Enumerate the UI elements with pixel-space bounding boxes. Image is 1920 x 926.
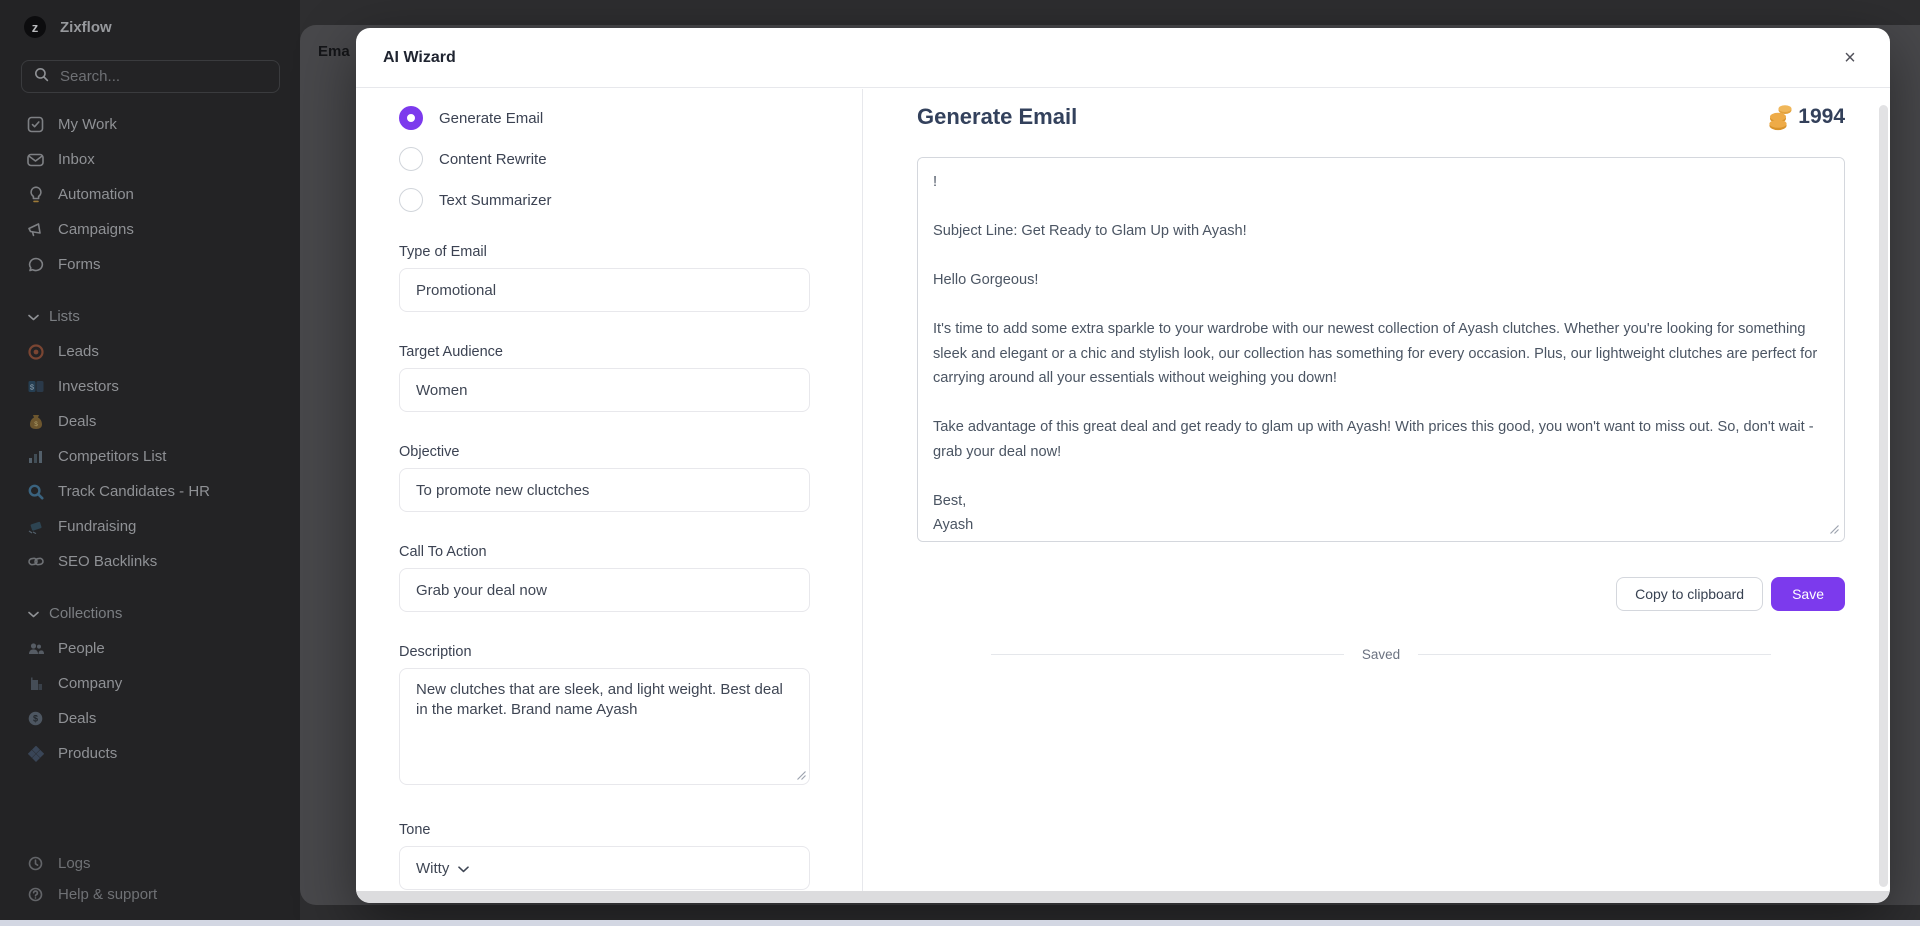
radio-label: Text Summarizer bbox=[439, 191, 552, 209]
sidebar-section-collections[interactable] bbox=[0, 596, 300, 631]
sidebar-item-label: Deals bbox=[58, 710, 97, 727]
sidebar-item-label: Automation bbox=[58, 186, 134, 203]
sidebar-item-label: Help & support bbox=[58, 886, 158, 903]
field-type-of-email bbox=[399, 244, 809, 312]
modal-title: AI Wizard bbox=[383, 48, 456, 66]
sidebar-item-leads[interactable] bbox=[0, 334, 300, 369]
chevron-down-icon bbox=[458, 860, 469, 877]
divider-line bbox=[991, 654, 1344, 655]
banknote-icon bbox=[26, 380, 45, 393]
radio-selected-icon[interactable] bbox=[399, 106, 423, 130]
people-icon bbox=[26, 642, 45, 655]
field-label: Objective bbox=[399, 444, 460, 460]
wizard-output-panel bbox=[863, 89, 1890, 891]
sidebar-item-logs[interactable] bbox=[0, 848, 300, 879]
bar-chart-icon bbox=[26, 449, 45, 464]
objective-input[interactable] bbox=[399, 468, 810, 512]
sidebar-item-label: Forms bbox=[58, 256, 101, 273]
svg-text:$: $ bbox=[32, 713, 39, 724]
sidebar-item-label: Fundraising bbox=[58, 518, 137, 535]
brand[interactable] bbox=[0, 0, 300, 52]
sidebar-item-label: Track Candidates - HR bbox=[58, 483, 210, 500]
output-header bbox=[917, 101, 1845, 133]
megaphone-icon bbox=[26, 222, 45, 237]
saved-status: Saved bbox=[1361, 647, 1401, 662]
field-tone bbox=[399, 822, 809, 890]
tone-select[interactable] bbox=[399, 846, 810, 890]
modal-body bbox=[356, 89, 1890, 891]
history-clock-icon bbox=[26, 856, 45, 871]
close-icon[interactable]: × bbox=[1838, 46, 1862, 70]
sidebar-item-products[interactable] bbox=[0, 736, 300, 771]
field-label: Tone bbox=[399, 822, 431, 838]
building-icon bbox=[26, 676, 45, 691]
sidebar-item-investors[interactable] bbox=[0, 369, 300, 404]
modal-vertical-scrollbar[interactable] bbox=[1879, 105, 1888, 887]
sidebar-item-company[interactable] bbox=[0, 666, 300, 701]
diamonds-icon bbox=[26, 746, 45, 762]
credits-value: 1994 bbox=[1798, 105, 1845, 128]
sidebar-item-people[interactable] bbox=[0, 631, 300, 666]
radio-label: Generate Email bbox=[439, 109, 544, 127]
sidebar-item-label: Company bbox=[58, 675, 123, 692]
field-label: Description bbox=[399, 644, 472, 660]
sidebar-item-automation[interactable] bbox=[0, 177, 300, 212]
search-box[interactable] bbox=[21, 60, 280, 93]
type-of-email-input[interactable] bbox=[399, 268, 810, 312]
question-circle-icon bbox=[26, 887, 45, 902]
wizard-form-panel bbox=[356, 89, 863, 891]
field-label: Target Audience bbox=[399, 344, 503, 360]
window-bottom-edge bbox=[0, 920, 1920, 926]
tone-selected-value: Witty bbox=[416, 859, 450, 877]
call-to-action-input[interactable] bbox=[399, 568, 810, 612]
divider-line bbox=[1418, 654, 1771, 655]
search-input[interactable] bbox=[60, 68, 230, 85]
modal-header bbox=[356, 28, 1890, 88]
sidebar-item-label: Logs bbox=[58, 855, 91, 872]
radio-generate-email[interactable] bbox=[399, 106, 809, 130]
sidebar-item-label: Products bbox=[58, 745, 118, 762]
sidebar-item-label: Competitors List bbox=[58, 448, 167, 465]
field-label: Type of Email bbox=[399, 244, 487, 260]
section-label: Lists bbox=[49, 308, 80, 325]
sidebar bbox=[0, 0, 300, 926]
sidebar-item-forms[interactable] bbox=[0, 247, 300, 282]
sidebar-item-label: Inbox bbox=[58, 151, 95, 168]
field-call-to-action bbox=[399, 544, 809, 612]
saved-divider bbox=[991, 647, 1771, 662]
sidebar-item-label: Leads bbox=[58, 343, 99, 360]
flying-money-icon bbox=[26, 520, 45, 534]
background-page-title: Ema bbox=[318, 43, 350, 60]
sidebar-item-campaigns[interactable] bbox=[0, 212, 300, 247]
modal-horizontal-scrollbar[interactable] bbox=[356, 891, 1890, 903]
output-actions bbox=[917, 577, 1845, 611]
sidebar-item-fundraising[interactable] bbox=[0, 509, 300, 544]
sidebar-item-label: Investors bbox=[58, 378, 119, 395]
sidebar-item-label: Campaigns bbox=[58, 221, 134, 238]
copy-to-clipboard-button[interactable]: Copy to clipboard bbox=[1616, 577, 1763, 611]
brand-name: Zixflow bbox=[60, 18, 112, 36]
description-textarea[interactable] bbox=[399, 668, 810, 785]
sidebar-item-label: People bbox=[58, 640, 105, 657]
sidebar-section-lists[interactable] bbox=[0, 299, 300, 334]
ai-wizard-modal bbox=[356, 28, 1890, 903]
magnifier-icon bbox=[26, 484, 45, 500]
field-description bbox=[399, 644, 809, 790]
chevron-down-icon bbox=[28, 605, 39, 622]
sidebar-item-my-work[interactable] bbox=[0, 107, 300, 142]
radio-content-rewrite[interactable] bbox=[399, 147, 809, 171]
sidebar-item-deals-collection[interactable] bbox=[0, 701, 300, 736]
sidebar-footer bbox=[0, 848, 300, 910]
credits-counter bbox=[1768, 104, 1845, 131]
chevron-down-icon bbox=[28, 308, 39, 325]
sidebar-item-label: SEO Backlinks bbox=[58, 553, 158, 570]
field-target-audience bbox=[399, 344, 809, 412]
save-button[interactable]: Save bbox=[1771, 577, 1845, 611]
sidebar-item-inbox[interactable] bbox=[0, 142, 300, 177]
sidebar-item-label: My Work bbox=[58, 116, 117, 133]
field-label: Call To Action bbox=[399, 544, 487, 560]
zixflow-logo-icon: z bbox=[24, 16, 46, 38]
svg-text:$: $ bbox=[29, 382, 34, 392]
task-check-icon bbox=[26, 116, 45, 133]
radio-text-summarizer[interactable] bbox=[399, 188, 809, 212]
sidebar-item-label: Deals bbox=[58, 413, 97, 430]
sidebar-item-track-candidates-hr[interactable] bbox=[0, 474, 300, 509]
sidebar-item-help-support[interactable] bbox=[0, 879, 300, 910]
dollar-coin-icon bbox=[26, 711, 45, 726]
radio-unselected-icon[interactable] bbox=[399, 147, 423, 171]
envelope-icon bbox=[26, 153, 45, 167]
link-icon bbox=[26, 557, 45, 566]
section-label: Collections bbox=[49, 605, 123, 622]
radio-label: Content Rewrite bbox=[439, 150, 547, 168]
sidebar-item-seo-backlinks[interactable] bbox=[0, 544, 300, 579]
output-title: Generate Email bbox=[917, 104, 1078, 129]
coins-icon bbox=[1768, 104, 1793, 131]
generated-email-textarea[interactable] bbox=[917, 157, 1845, 542]
svg-text:$: $ bbox=[33, 420, 38, 428]
mode-radio-group bbox=[399, 106, 809, 212]
lightbulb-icon bbox=[26, 186, 45, 203]
chat-bubble-icon bbox=[26, 257, 45, 272]
target-audience-input[interactable] bbox=[399, 368, 810, 412]
target-icon bbox=[26, 344, 45, 360]
field-objective bbox=[399, 444, 809, 512]
sidebar-item-deals[interactable] bbox=[0, 404, 300, 439]
money-bag-icon bbox=[26, 414, 45, 430]
radio-unselected-icon[interactable] bbox=[399, 188, 423, 212]
search-icon bbox=[34, 67, 49, 87]
sidebar-item-competitors-list[interactable] bbox=[0, 439, 300, 474]
